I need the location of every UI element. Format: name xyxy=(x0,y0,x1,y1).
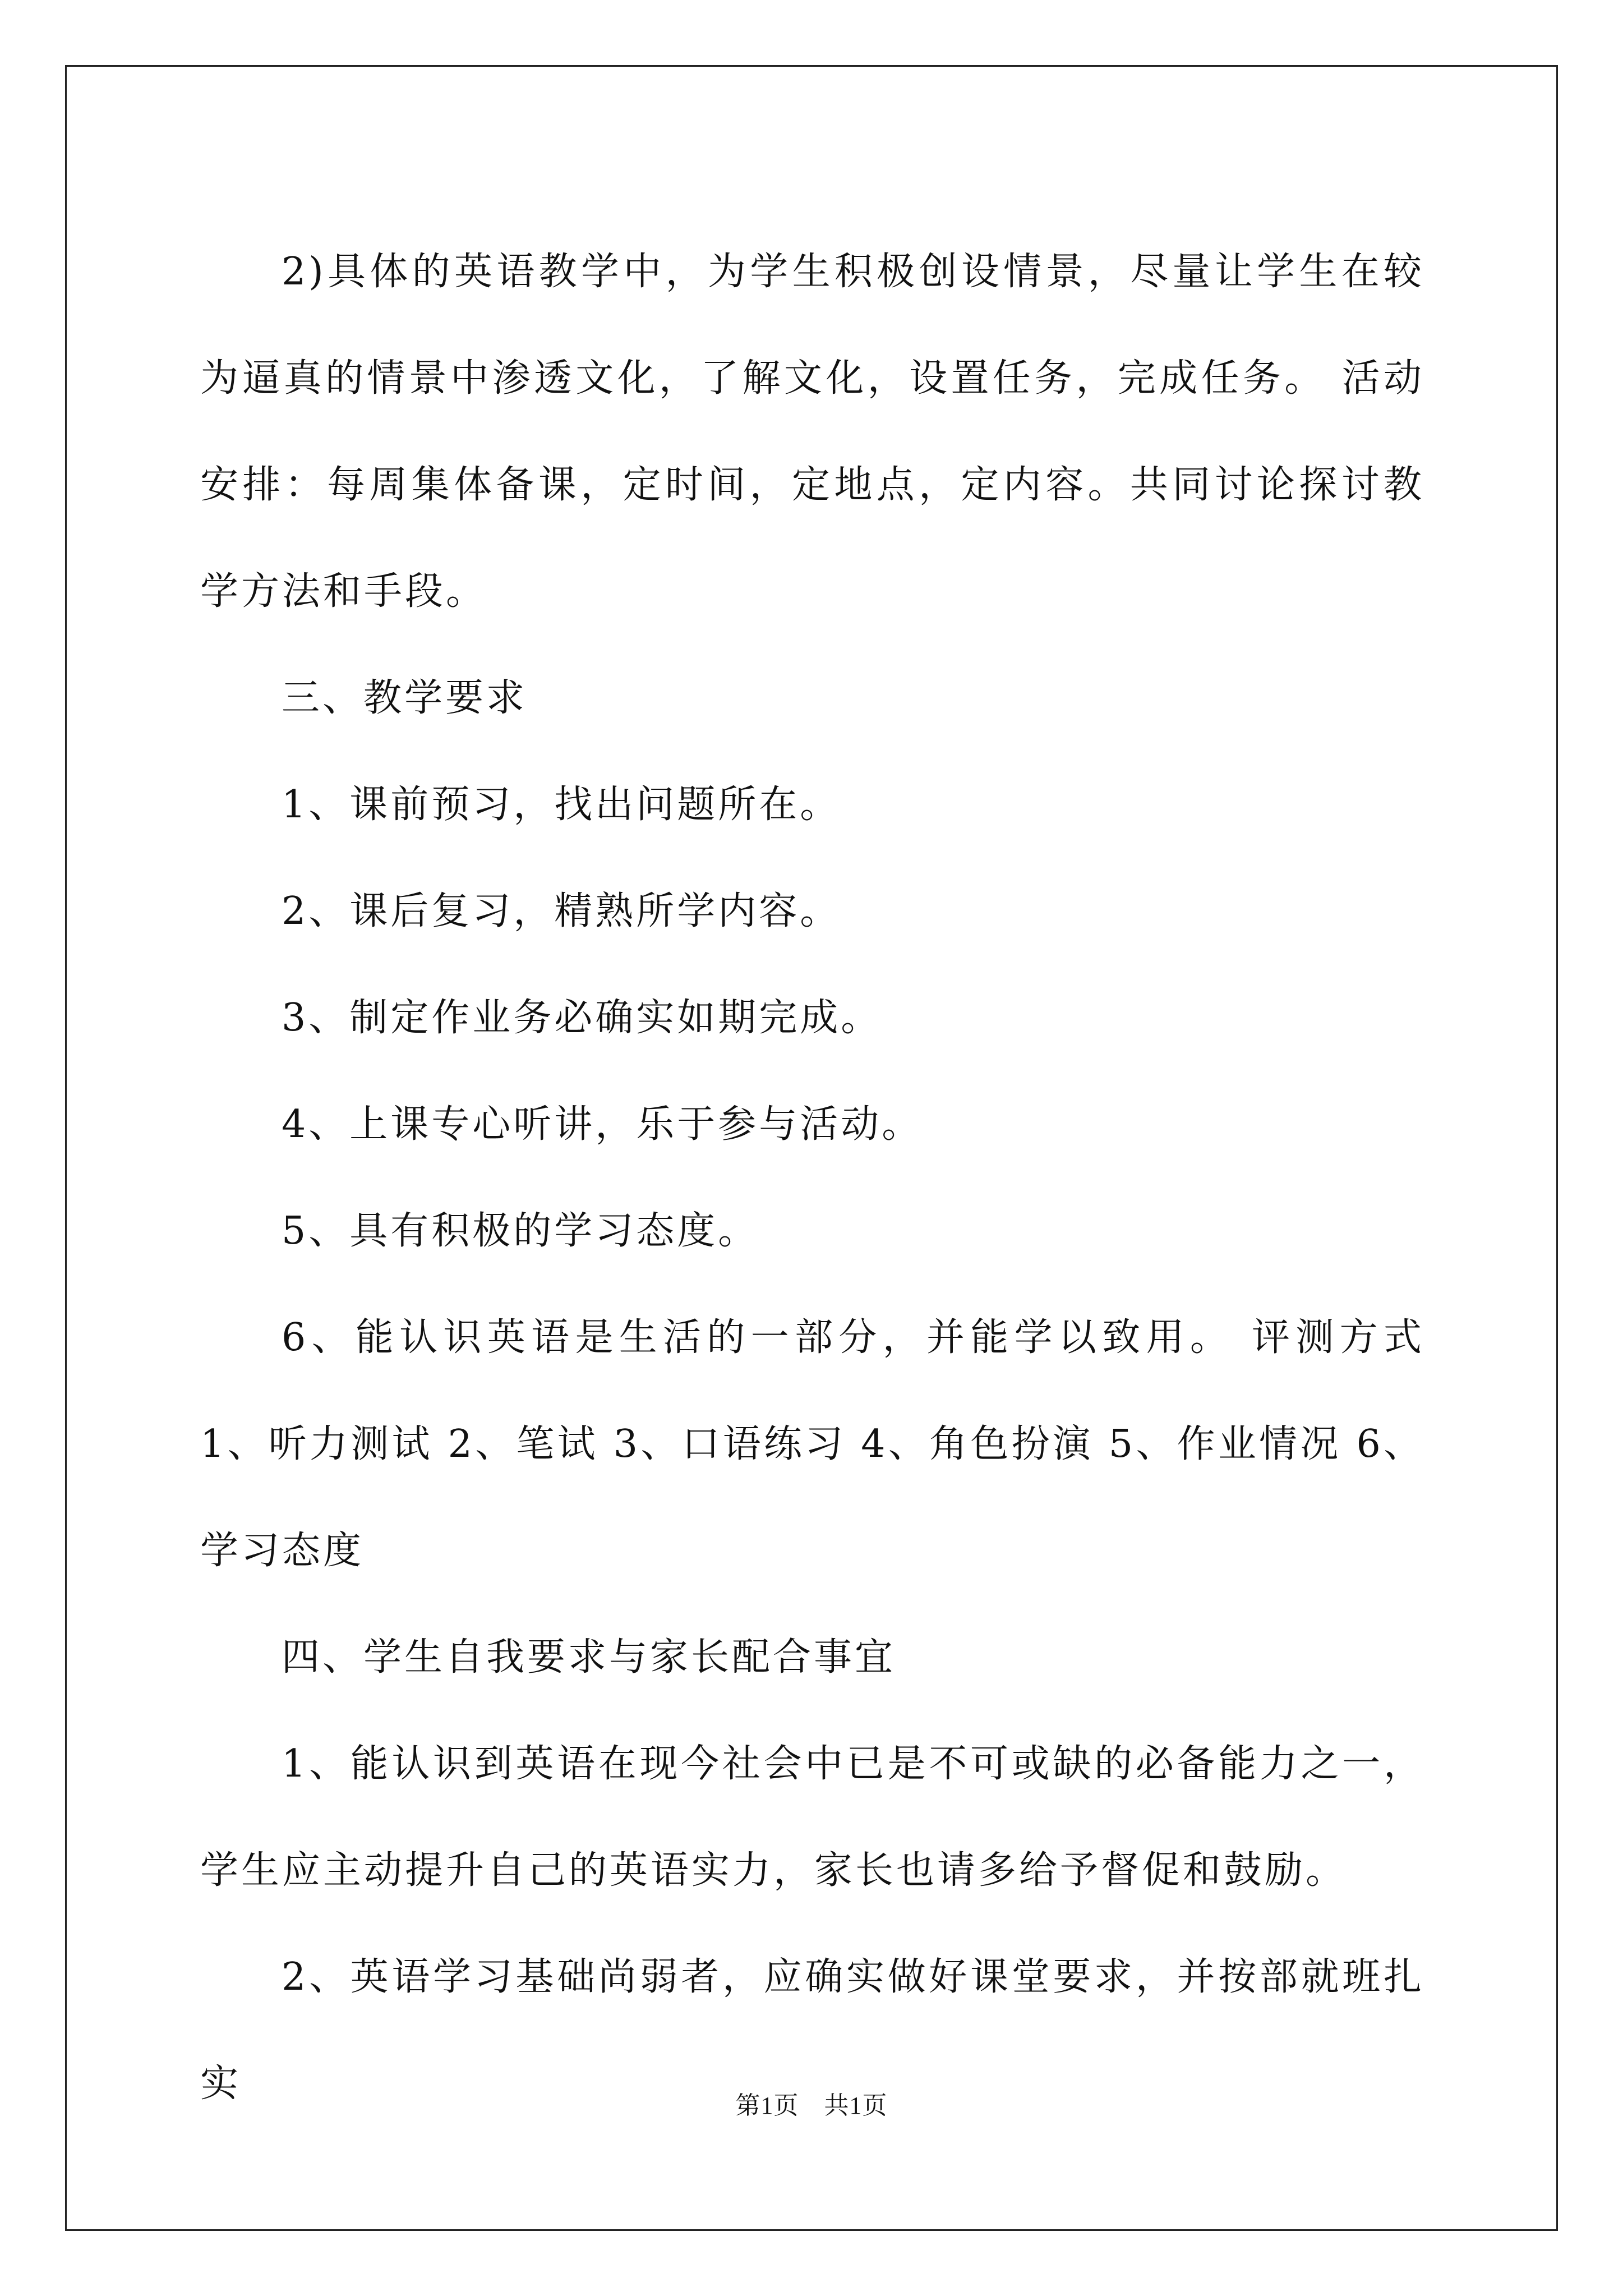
list-item: 2、英语学习基础尚弱者，应确实做好课堂要求，并按部就班扎实 xyxy=(200,1955,1424,2106)
paragraph: 2)具体的英语教学中，为学生积极创设情景，尽量让学生在较为逼真的情景中渗透文化，了解文化，设置任务，完成任务。 活动安排：每周集体备课，定时间，定地点，定内容。共同讨论探讨教学方法和手段。 xyxy=(200,250,1424,614)
list-item: 1、课前预习，找出问题所在。 xyxy=(282,783,841,827)
list-item: 6、能认识英语是生活的一部分，并能学以致用。 评测方式 1、听力测试 2、笔试 3、口语练习 4、角色扮演 5、作业情况 6、学习态度 xyxy=(200,1315,1424,1573)
list-item: 4、上课专心听讲，乐于参与活动。 xyxy=(282,1102,923,1147)
list-item: 3、制定作业务必确实如期完成。 xyxy=(282,996,882,1040)
section-heading: 三、教学要求 xyxy=(282,676,528,720)
document-body xyxy=(200,219,1424,2137)
list-item: 2、课后复习，精熟所学内容。 xyxy=(282,889,841,933)
list-item: 1、能认识到英语在现今社会中已是不可或缺的必备能力之一，学生应主动提升自己的英语实力，家长也请多给予督促和鼓励。 xyxy=(200,1742,1424,1893)
list-item: 5、具有积极的学习态度。 xyxy=(282,1209,759,1253)
section-heading: 四、学生自我要求与家长配合事宜 xyxy=(282,1635,896,1680)
page-footer: 第1页 共1页 xyxy=(735,2092,888,2119)
